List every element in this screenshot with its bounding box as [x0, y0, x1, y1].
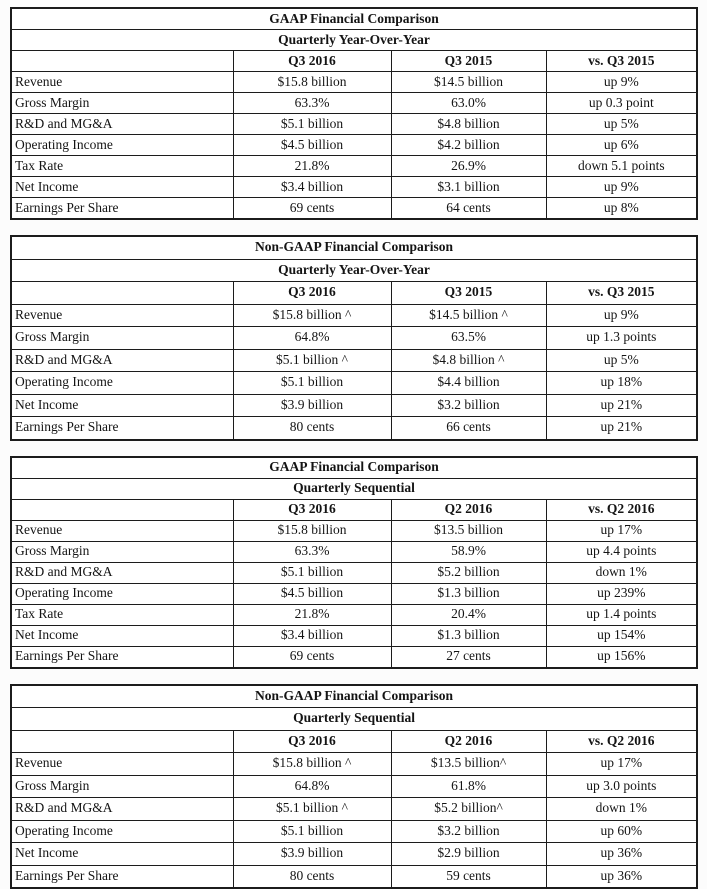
- cell-value: 63.0%: [391, 93, 546, 114]
- table-row: [11, 775, 697, 798]
- cell-value: down 1%: [546, 562, 697, 583]
- cell-value: 80 cents: [233, 865, 391, 888]
- cell-value: up 21%: [546, 394, 697, 417]
- table-row: [11, 583, 697, 604]
- cell-value: 63.3%: [233, 541, 391, 562]
- financial-comparison-table-2: [10, 235, 698, 441]
- row-label: R&D and MG&A: [11, 562, 233, 583]
- table-row: [11, 646, 697, 668]
- cell-value: $4.8 billion ^: [391, 349, 546, 372]
- cell-value: $4.4 billion: [391, 372, 546, 395]
- table-row: [11, 520, 697, 541]
- cell-value: up 9%: [546, 177, 697, 198]
- cell-value: 21.8%: [233, 604, 391, 625]
- cell-value: $5.1 billion ^: [233, 349, 391, 372]
- column-header-empty: [11, 730, 233, 753]
- cell-value: $5.1 billion: [233, 820, 391, 843]
- table-title: Non-GAAP Financial Comparison: [11, 685, 697, 708]
- cell-value: 64 cents: [391, 198, 546, 220]
- cell-value: up 8%: [546, 198, 697, 220]
- cell-value: 61.8%: [391, 775, 546, 798]
- cell-value: 26.9%: [391, 156, 546, 177]
- cell-value: 63.3%: [233, 93, 391, 114]
- table-row: [11, 72, 697, 93]
- table-title: GAAP Financial Comparison: [11, 8, 697, 30]
- column-header: vs. Q2 2016: [546, 730, 697, 753]
- row-label: Operating Income: [11, 820, 233, 843]
- cell-value: down 1%: [546, 798, 697, 821]
- cell-value: $3.1 billion: [391, 177, 546, 198]
- row-label: Gross Margin: [11, 93, 233, 114]
- cell-value: up 1.3 points: [546, 327, 697, 350]
- table-row: [11, 156, 697, 177]
- cell-value: up 17%: [546, 753, 697, 776]
- table-subtitle-row: [11, 259, 697, 282]
- column-header: Q3 2016: [233, 499, 391, 520]
- column-header-row: [11, 51, 697, 72]
- cell-value: $4.5 billion: [233, 135, 391, 156]
- cell-value: $15.8 billion ^: [233, 304, 391, 327]
- cell-value: up 156%: [546, 646, 697, 668]
- table-row: [11, 417, 697, 440]
- tables-container: [10, 7, 699, 889]
- table-subtitle-row: [11, 478, 697, 499]
- row-label: Revenue: [11, 520, 233, 541]
- cell-value: up 3.0 points: [546, 775, 697, 798]
- cell-value: $2.9 billion: [391, 843, 546, 866]
- column-header: vs. Q2 2016: [546, 499, 697, 520]
- table-row: [11, 349, 697, 372]
- cell-value: up 0.3 point: [546, 93, 697, 114]
- cell-value: $5.1 billion: [233, 372, 391, 395]
- cell-value: $15.8 billion: [233, 72, 391, 93]
- table-row: [11, 198, 697, 220]
- cell-value: $5.1 billion ^: [233, 798, 391, 821]
- row-label: Net Income: [11, 394, 233, 417]
- cell-value: down 5.1 points: [546, 156, 697, 177]
- cell-value: 63.5%: [391, 327, 546, 350]
- cell-value: $5.1 billion: [233, 562, 391, 583]
- row-label: Gross Margin: [11, 327, 233, 350]
- column-header: Q3 2016: [233, 730, 391, 753]
- column-header-empty: [11, 499, 233, 520]
- row-label: Earnings Per Share: [11, 865, 233, 888]
- cell-value: 20.4%: [391, 604, 546, 625]
- table-subtitle: Quarterly Year-Over-Year: [11, 259, 697, 282]
- cell-value: 58.9%: [391, 541, 546, 562]
- cell-value: $3.9 billion: [233, 843, 391, 866]
- cell-value: up 4.4 points: [546, 541, 697, 562]
- cell-value: up 5%: [546, 349, 697, 372]
- cell-value: 64.8%: [233, 327, 391, 350]
- cell-value: 80 cents: [233, 417, 391, 440]
- cell-value: $4.5 billion: [233, 583, 391, 604]
- row-label: Gross Margin: [11, 541, 233, 562]
- cell-value: up 5%: [546, 114, 697, 135]
- table-row: [11, 177, 697, 198]
- cell-value: $4.8 billion: [391, 114, 546, 135]
- row-label: R&D and MG&A: [11, 114, 233, 135]
- table-row: [11, 753, 697, 776]
- cell-value: $5.2 billion^: [391, 798, 546, 821]
- column-header-empty: [11, 51, 233, 72]
- row-label: Operating Income: [11, 372, 233, 395]
- row-label: Net Income: [11, 177, 233, 198]
- table-title-row: [11, 8, 697, 30]
- table-subtitle: Quarterly Sequential: [11, 478, 697, 499]
- table-row: [11, 114, 697, 135]
- cell-value: 69 cents: [233, 646, 391, 668]
- cell-value: $5.2 billion: [391, 562, 546, 583]
- cell-value: up 9%: [546, 72, 697, 93]
- cell-value: $3.4 billion: [233, 625, 391, 646]
- financial-comparison-table-1: [10, 7, 698, 220]
- row-label: Earnings Per Share: [11, 646, 233, 668]
- table-subtitle: Quarterly Sequential: [11, 708, 697, 731]
- cell-value: $14.5 billion: [391, 72, 546, 93]
- row-label: Revenue: [11, 72, 233, 93]
- cell-value: up 60%: [546, 820, 697, 843]
- cell-value: up 154%: [546, 625, 697, 646]
- table-subtitle: Quarterly Year-Over-Year: [11, 30, 697, 51]
- table-subtitle-row: [11, 708, 697, 731]
- table-row: [11, 865, 697, 888]
- row-label: Operating Income: [11, 135, 233, 156]
- table-title: GAAP Financial Comparison: [11, 457, 697, 479]
- table-row: [11, 843, 697, 866]
- table-row: [11, 327, 697, 350]
- cell-value: up 21%: [546, 417, 697, 440]
- cell-value: up 6%: [546, 135, 697, 156]
- table-title-row: [11, 236, 697, 259]
- row-label: Earnings Per Share: [11, 417, 233, 440]
- row-label: Revenue: [11, 304, 233, 327]
- cell-value: $3.9 billion: [233, 394, 391, 417]
- table-row: [11, 604, 697, 625]
- cell-value: up 239%: [546, 583, 697, 604]
- table-row: [11, 820, 697, 843]
- financial-comparison-table-4: [10, 684, 698, 889]
- column-header-row: [11, 499, 697, 520]
- cell-value: $3.4 billion: [233, 177, 391, 198]
- cell-value: $13.5 billion: [391, 520, 546, 541]
- table-title-row: [11, 685, 697, 708]
- table-row: [11, 798, 697, 821]
- column-header-row: [11, 282, 697, 305]
- table-row: [11, 304, 697, 327]
- cell-value: $1.3 billion: [391, 583, 546, 604]
- cell-value: up 36%: [546, 843, 697, 866]
- row-label: R&D and MG&A: [11, 798, 233, 821]
- cell-value: $15.8 billion: [233, 520, 391, 541]
- table-title-row: [11, 457, 697, 479]
- row-label: R&D and MG&A: [11, 349, 233, 372]
- row-label: Net Income: [11, 625, 233, 646]
- table-row: [11, 562, 697, 583]
- cell-value: 66 cents: [391, 417, 546, 440]
- column-header: vs. Q3 2015: [546, 51, 697, 72]
- column-header-row: [11, 730, 697, 753]
- cell-value: up 17%: [546, 520, 697, 541]
- table-subtitle-row: [11, 30, 697, 51]
- cell-value: up 1.4 points: [546, 604, 697, 625]
- cell-value: $13.5 billion^: [391, 753, 546, 776]
- row-label: Tax Rate: [11, 156, 233, 177]
- cell-value: 27 cents: [391, 646, 546, 668]
- cell-value: up 18%: [546, 372, 697, 395]
- row-label: Net Income: [11, 843, 233, 866]
- cell-value: 64.8%: [233, 775, 391, 798]
- table-row: [11, 372, 697, 395]
- cell-value: up 9%: [546, 304, 697, 327]
- cell-value: $5.1 billion: [233, 114, 391, 135]
- financial-comparison-table-3: [10, 456, 698, 669]
- cell-value: $3.2 billion: [391, 820, 546, 843]
- cell-value: $4.2 billion: [391, 135, 546, 156]
- column-header: Q3 2016: [233, 282, 391, 305]
- column-header-empty: [11, 282, 233, 305]
- cell-value: 21.8%: [233, 156, 391, 177]
- column-header: Q3 2015: [391, 51, 546, 72]
- cell-value: $14.5 billion ^: [391, 304, 546, 327]
- table-row: [11, 135, 697, 156]
- cell-value: 59 cents: [391, 865, 546, 888]
- row-label: Earnings Per Share: [11, 198, 233, 220]
- cell-value: $1.3 billion: [391, 625, 546, 646]
- row-label: Tax Rate: [11, 604, 233, 625]
- column-header: vs. Q3 2015: [546, 282, 697, 305]
- row-label: Operating Income: [11, 583, 233, 604]
- table-title: Non-GAAP Financial Comparison: [11, 236, 697, 259]
- column-header: Q2 2016: [391, 499, 546, 520]
- cell-value: up 36%: [546, 865, 697, 888]
- table-row: [11, 625, 697, 646]
- column-header: Q3 2016: [233, 51, 391, 72]
- column-header: Q3 2015: [391, 282, 546, 305]
- row-label: Revenue: [11, 753, 233, 776]
- table-row: [11, 541, 697, 562]
- cell-value: $3.2 billion: [391, 394, 546, 417]
- table-row: [11, 93, 697, 114]
- column-header: Q2 2016: [391, 730, 546, 753]
- cell-value: $15.8 billion ^: [233, 753, 391, 776]
- cell-value: 69 cents: [233, 198, 391, 220]
- row-label: Gross Margin: [11, 775, 233, 798]
- table-row: [11, 394, 697, 417]
